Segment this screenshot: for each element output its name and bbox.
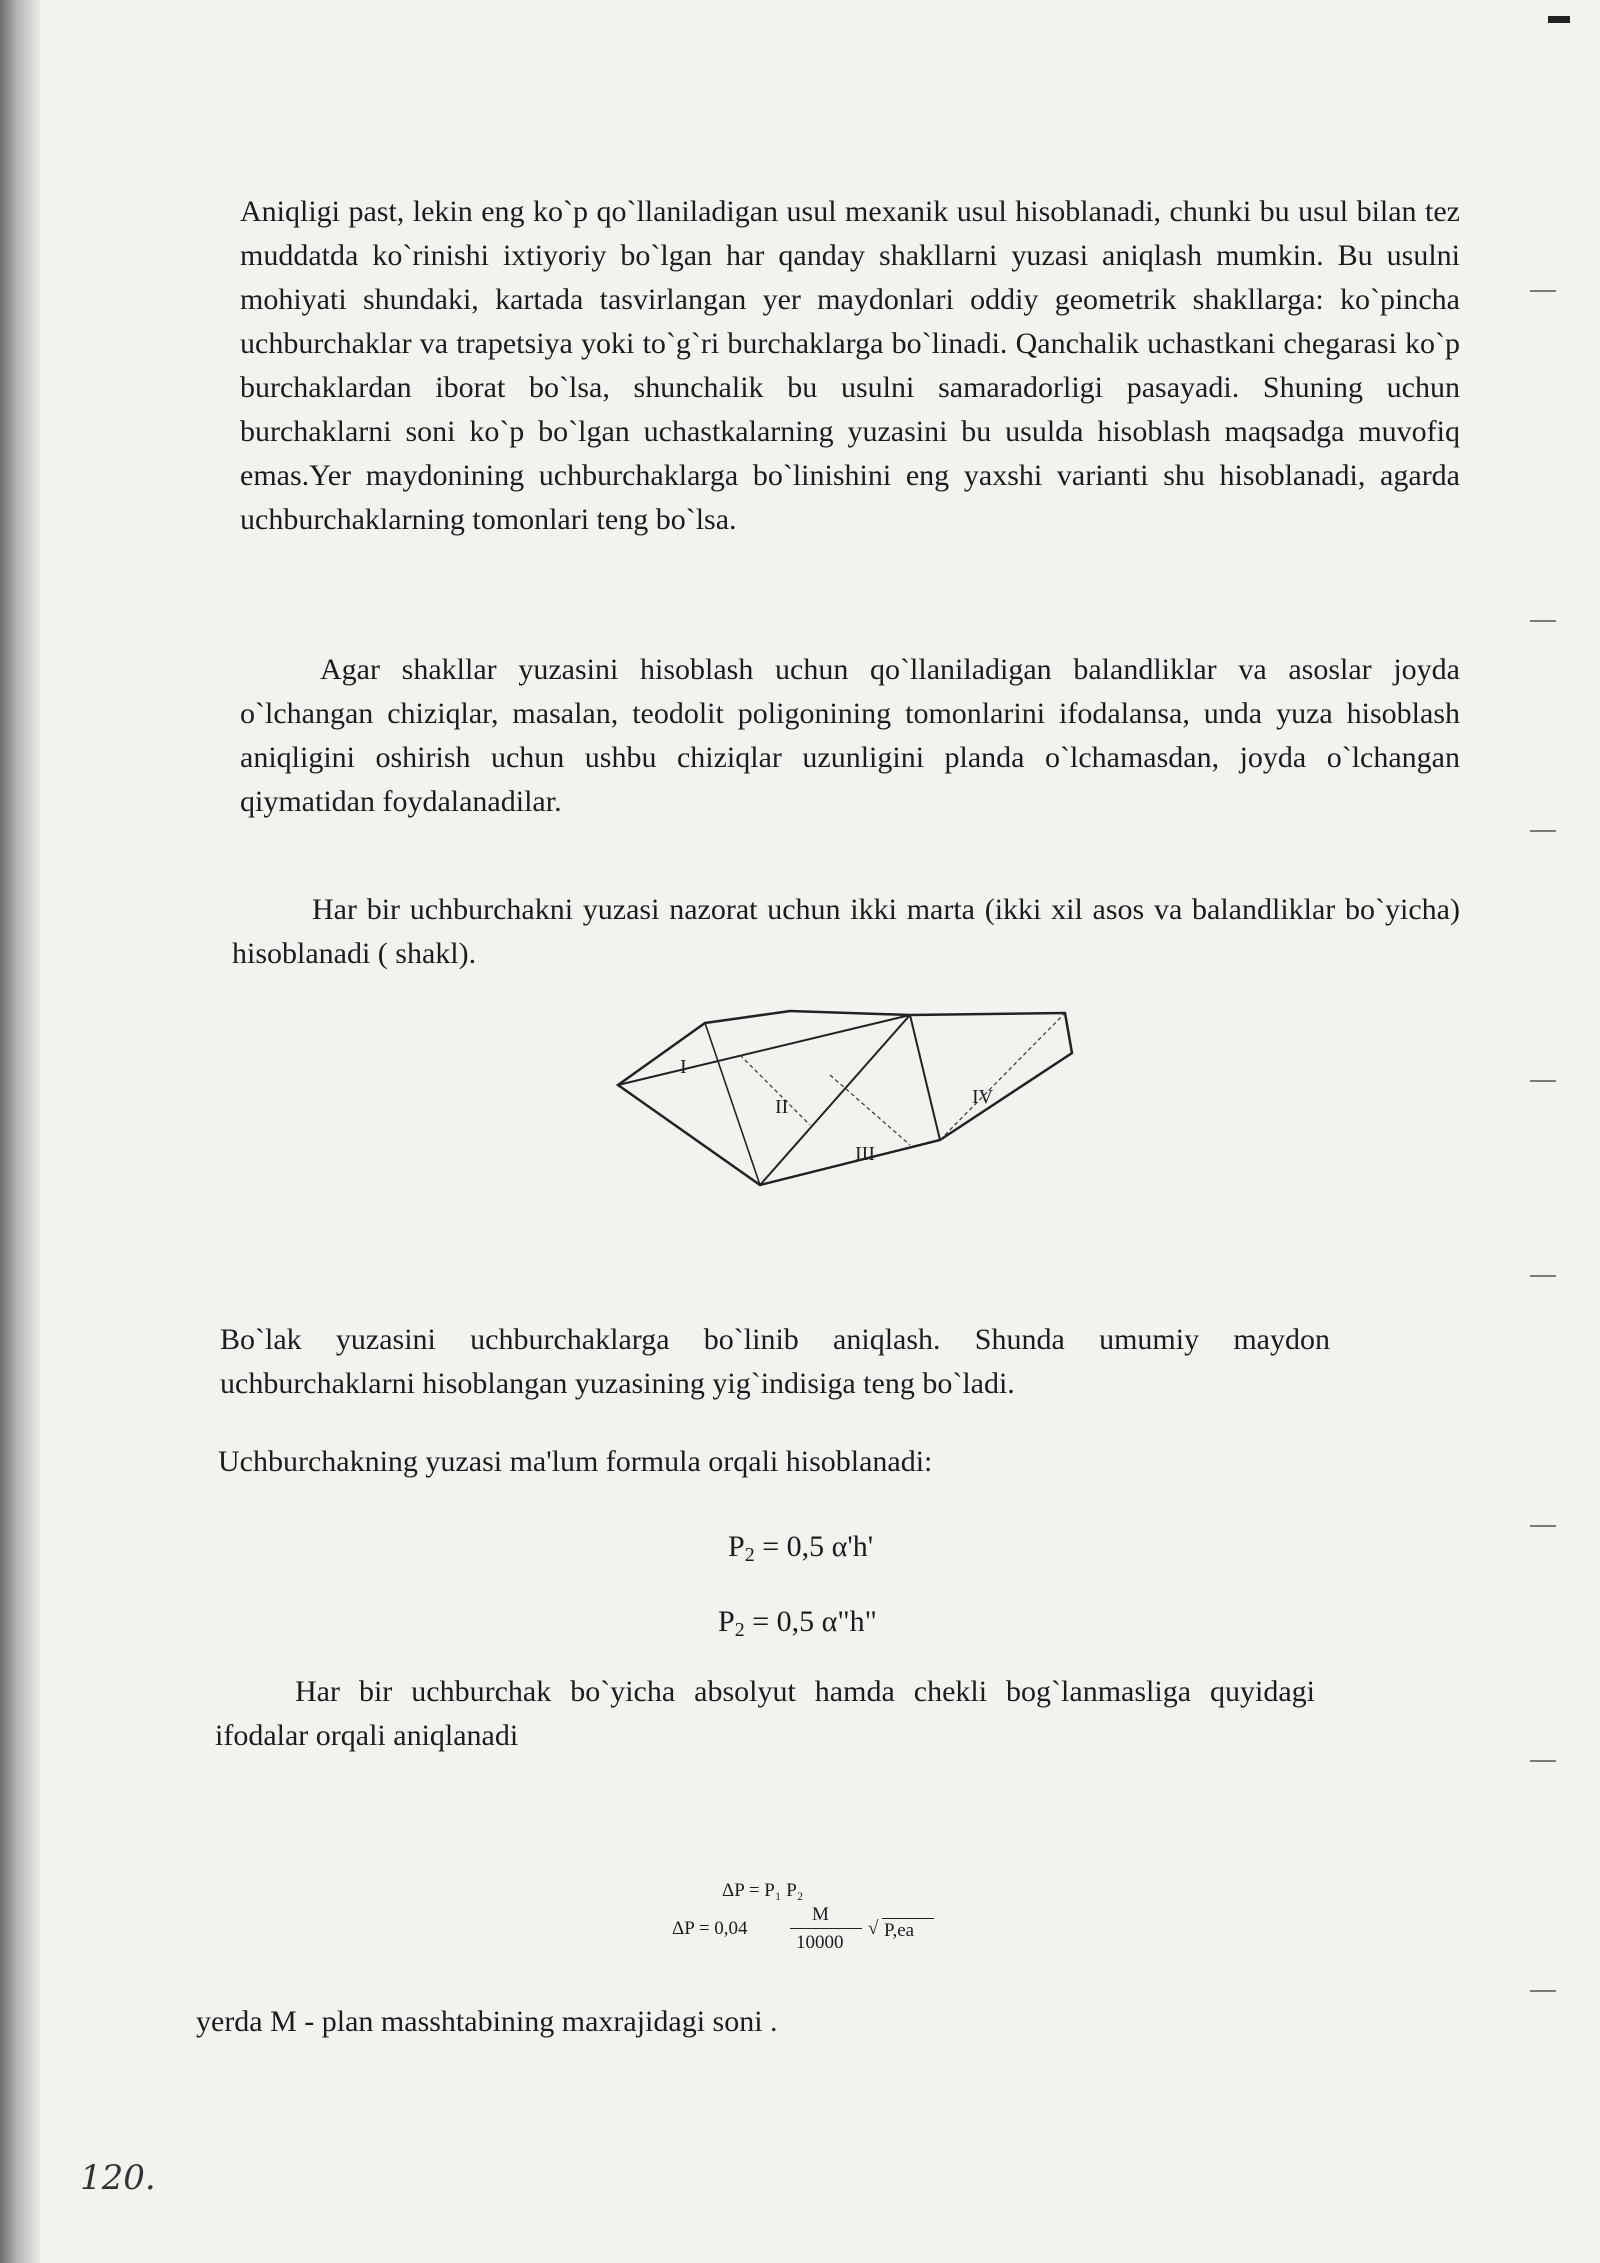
- paragraph-mechanical-method: Aniqligi past, lekin eng ko`p qo`llaniladigan usul mexanik usul hisoblanadi, chunki bu usul bilan tez muddatda ko`rinishi ixtiyoriy bo`lgan har qanday shakllarni yuzasi aniqlash mumkin. Bu usulni mohiyati shundaki, kartada tasvirlangan yer maydonlari oddiy geometrik shakllarga: ko`pincha uchburchaklar va trapetsiya yoki to`g`ri burchaklarga bo`linadi. Qanchalik uchastkani chegarasi ko`p burchaklardan iborat bo`lsa, shunchalik bu usulni samaradorligi pasayadi. Shuning uchun burchaklarni soni ko`p bo`lgan uchastkalarning yuzasini bu usulda hisoblash maqsadga muvofiq emas.Yer maydonining uchburchaklarga bo`linishini eng yaxshi varianti shu hisoblanadi, agarda uchburchaklarning tomonlari teng bo`lsa.: [240, 195, 1460, 536]
- area-formula-1: $P_2 = 0,5$ α'h': [728, 1530, 874, 1566]
- triangle-label-iv: IV: [972, 1086, 994, 1108]
- paragraph-error-check: Har bir uchburchak bo`yicha absolyut hamda chekli bog`lanmasliga quyidagi ifodalar orqali aniqlanadi: [215, 1675, 1315, 1752]
- difference-formula: ΔP = P₁ P₂: [722, 1880, 804, 1901]
- tolerance-formula: [672, 1904, 962, 1970]
- triangle-label-iii: III: [855, 1143, 875, 1165]
- diagonal-line: [910, 1015, 940, 1140]
- scan-edge-shadow: [0, 0, 40, 2263]
- margin-mark: [1530, 830, 1556, 832]
- area-formula-2: $P_2 = 0,5$ α"h": [718, 1605, 877, 1641]
- triangulation-figure: [610, 995, 1100, 1225]
- page-number: 120.: [80, 2158, 156, 2198]
- margin-mark: [1530, 1990, 1556, 1992]
- paragraph-formula-intro: Uchburchakning yuzasi ma'lum formula orqali hisoblanadi:: [218, 1445, 933, 1478]
- paragraph-subdivision: Bo`lak yuzasini uchburchaklarga bo`linib aniqlash. Shunda umumiy maydon uchburchaklarni hisoblangan yuzasining yig`indisiga teng bo`ladi.: [220, 1323, 1330, 1400]
- height-line: [830, 1075, 910, 1145]
- triangle-label-i: I: [680, 1056, 687, 1078]
- margin-mark: [1530, 1525, 1556, 1527]
- margin-mark: [1530, 1760, 1556, 1762]
- fraction-bar: [790, 1928, 862, 1929]
- tolerance-lhs: ΔP = 0,04: [672, 1918, 748, 1939]
- sqrt-sign: √: [868, 1918, 879, 1939]
- tolerance-numerator: M: [812, 1904, 829, 1925]
- margin-mark: [1530, 290, 1556, 292]
- height-line: [940, 1013, 1065, 1140]
- triangle-label-ii: II: [775, 1096, 789, 1118]
- parcel-outline: [618, 1011, 1072, 1185]
- paragraph-definition: yerda M - plan masshtabining maxrajidagi soni .: [196, 2005, 778, 2038]
- tolerance-sqrt-arg: P,ea: [884, 1920, 915, 1941]
- margin-mark: [1530, 1275, 1556, 1277]
- paragraph-measured-lines: Agar shakllar yuzasini hisoblash uchun qo`llaniladigan balandliklar va asoslar joyda o`lchangan chiziqlar, masalan, teodolit poligonining tomonlarini ifodalansa, unda yuza hisoblash aniqligini oshirish uchun ushbu chiziqlar uzunligini planda o`lchamasdan, joyda o`lchangan qiymatidan foydalanadilar.: [240, 653, 1460, 818]
- diagonal-line: [618, 1015, 910, 1085]
- paragraph-double-check: Har bir uchburchakni yuzasi nazorat uchun ikki marta (ikki xil asos va balandliklar bo`yicha) hisoblanadi ( shakl).: [232, 893, 1460, 970]
- margin-mark: [1530, 620, 1556, 622]
- diagonal-line: [705, 1023, 760, 1185]
- scan-corner-mark: [1548, 16, 1570, 23]
- sqrt-bar: [882, 1918, 934, 1919]
- margin-mark: [1530, 1080, 1556, 1082]
- tolerance-denominator: 10000: [796, 1932, 844, 1953]
